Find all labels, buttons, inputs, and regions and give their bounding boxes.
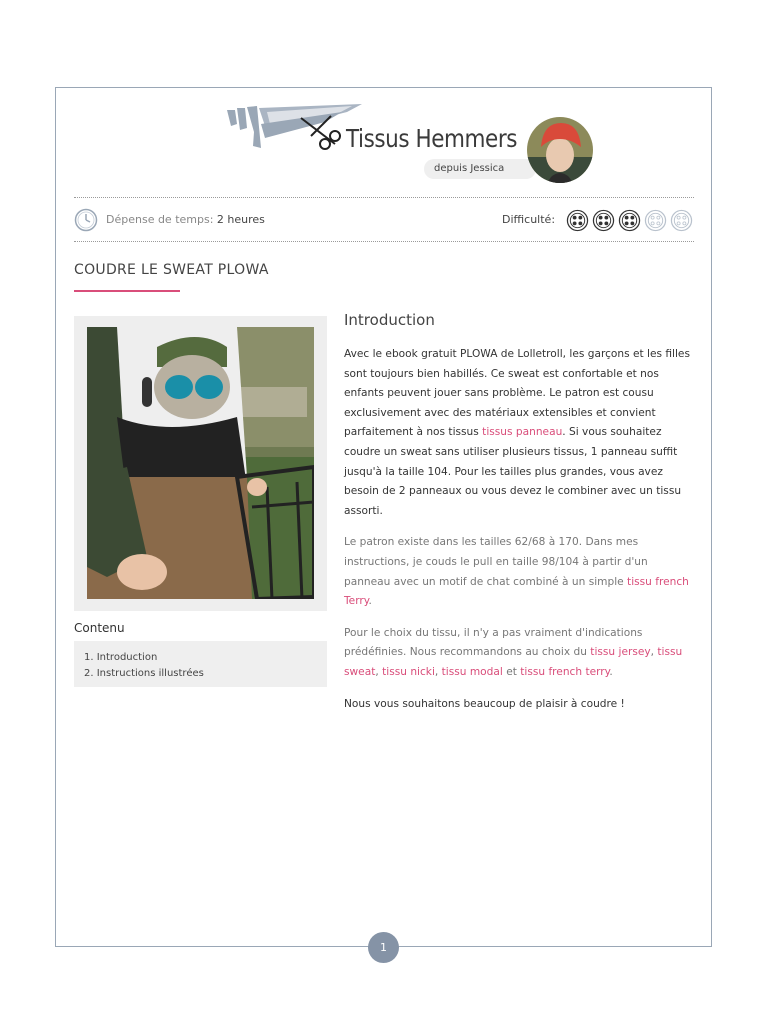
difficulty-label: Difficulté: (502, 213, 556, 226)
link-tissu-modal[interactable]: tissu modal (441, 665, 503, 678)
page-number: 1 (368, 932, 399, 963)
toc-list (74, 641, 327, 687)
title-underline (74, 290, 180, 292)
text: . (609, 665, 613, 678)
sewing-button-filled-icon (592, 209, 615, 232)
link-tissu-jersey[interactable]: tissu jersey (590, 646, 651, 659)
link-tissu-french-terry[interactable]: tissu french Terry (344, 575, 689, 608)
time-label: Dépense de temps: (106, 213, 214, 226)
sewing-button-empty-icon (644, 209, 667, 232)
intro-column (344, 311, 694, 726)
toc-title: Contenu (74, 621, 125, 635)
text: Le patron existe dans les tailles 62/68 à 170. Dans mes instructions, je couds le pull en taille 98/104 à partir d'un panneau avec un motif de chat combiné à un simple (344, 536, 648, 588)
intro-paragraph-1 (344, 345, 694, 521)
photo-frame (74, 316, 327, 611)
toc-item-instructions[interactable]: 2. Instructions illustrées (84, 668, 204, 679)
clock-icon (74, 208, 98, 232)
time-value: 2 heures (216, 213, 265, 226)
toc-item-introduction[interactable]: 1. Introduction (84, 652, 158, 663)
meta-row (74, 207, 694, 233)
separator: , (650, 646, 658, 659)
author-avatar (527, 117, 593, 183)
link-tissu-french-terry-2[interactable]: tissu french terry (520, 665, 610, 678)
text: . (368, 595, 372, 608)
text: Avec le ebook gratuit PLOWA de Lolletroll, les garçons et les filles sont toujours bien habillés. Ce sweat est confortable et nos enfants peuvent jouer sans problème. Le patron est cousu exclusivement avec des matériaux extensibles et convient parfaitement à nos tissus (344, 348, 690, 439)
intro-paragraph-2 (344, 533, 694, 611)
sewing-button-empty-icon (670, 209, 693, 232)
separator: et (502, 665, 521, 678)
brand-name: Tissus Hemmers (346, 124, 518, 153)
page-title: COUDRE LE SWEAT PLOWA (74, 262, 269, 278)
intro-paragraph-3 (344, 624, 694, 683)
sewing-button-filled-icon (566, 209, 589, 232)
intro-heading: Introduction (344, 311, 435, 329)
intro-paragraph-4: Nous vous souhaitons beaucoup de plaisir à coudre ! (344, 697, 625, 710)
link-tissus-panneau[interactable]: tissus panneau (482, 426, 563, 439)
text: . Si vous souhaitez coudre un sweat sans utiliser plusieurs tissus, 1 panneau suffit jusqu'à la taille 104. Pour les tailles plus grandes, vous avez besoin de 2 panneaux ou vous devez le combiner avec un tissu assorti. (344, 426, 682, 517)
separator: , (375, 665, 383, 678)
text: Pour le choix du tissu, il n'y a pas vraiment d'indications prédéfinies. Nous recommandons au choix du (344, 626, 643, 659)
separator: , (434, 665, 442, 678)
sweater-photo (87, 327, 314, 599)
author-badge: depuis Jessica (424, 159, 536, 179)
sewing-button-filled-icon (618, 209, 641, 232)
link-tissu-nicki[interactable]: tissu nicki (382, 665, 435, 678)
time-info (106, 213, 265, 226)
difficulty-rating (566, 209, 693, 232)
link-tissu-sweat[interactable]: tissu sweat (344, 646, 683, 678)
header-divider (74, 197, 694, 198)
meta-divider (74, 241, 694, 242)
